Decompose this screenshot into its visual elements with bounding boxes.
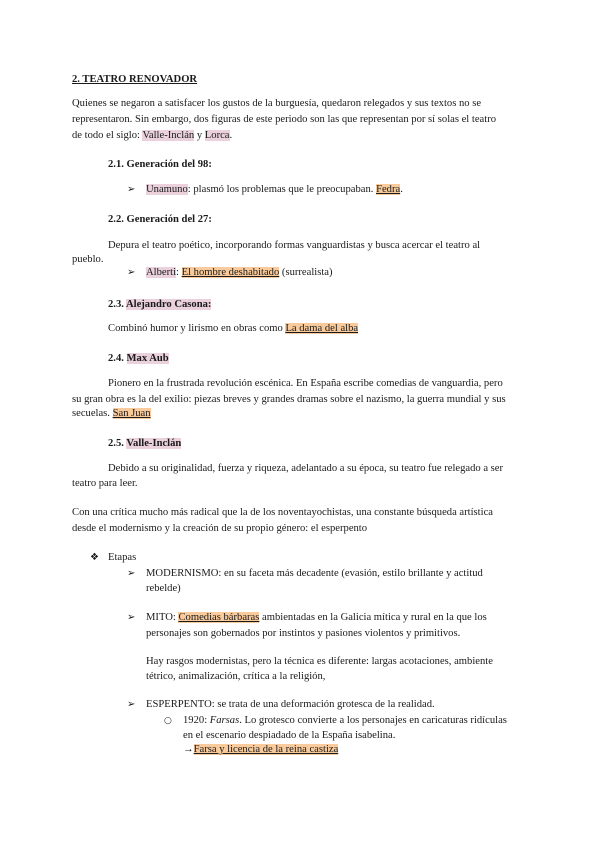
work-la-dama-del-alba: La dama del alba (285, 323, 359, 334)
farsas-year: 1920: (183, 715, 210, 726)
s24-line-3 (72, 406, 151, 422)
arrowhead-bullet-icon: ➢ (127, 568, 136, 579)
work-el-hombre-deshabitado: El hombre deshabitado (181, 267, 280, 278)
heading-2-4 (108, 351, 169, 367)
intro-line-3 (72, 128, 232, 144)
heading-2-3 (108, 297, 211, 313)
mito-label: MITO: (146, 612, 179, 623)
document-title: 2. TEATRO RENOVADOR (72, 74, 198, 85)
work-fedra: Fedra (376, 184, 401, 195)
arrowhead-bullet-icon: ➢ (127, 184, 136, 195)
work-san-juan: San Juan (112, 408, 151, 419)
intro-conj: y (194, 130, 205, 141)
s24-line-3-start: secuelas. (72, 408, 113, 419)
modernismo-line-2: rebelde) (146, 583, 181, 594)
work-farsa-y-licencia: Farsa y licencia de la reina castiza (193, 744, 339, 755)
s24-line-2: su gran obra es la del exilio: piezas breves y grandes dramas sobre el nazismo, la guerra mundial y sus (72, 394, 506, 405)
bullet-alberti-end: (surrealista) (279, 267, 333, 278)
heading-2-2: 2.2. Generación del 27: (108, 214, 212, 225)
mito-line-1 (146, 610, 487, 626)
arrowhead-bullet-icon: ➢ (127, 699, 136, 710)
s23-text (108, 321, 358, 337)
author-valle-inclan: Valle-Inclán (142, 130, 195, 141)
s25-para2-line-2: desde el modernismo y la creación de su propio género: el esperpento (72, 523, 368, 534)
intro-period: . (229, 130, 233, 141)
mito-line-2: personajes son gobernados por instintos y pasiones violentos y primitivos. (146, 628, 461, 639)
circle-bullet-icon: ○ (164, 716, 172, 726)
intro-line-2: representaron. Sin embargo, dos figuras de este periodo son las que representan por sí solas el teatro (72, 114, 497, 125)
author-valle-inclan-heading: Valle-Inclán (126, 438, 182, 449)
s25-line-1: Debido a su originalidad, fuerza y riqueza, adelantado a su época, su teatro fue relegado a ser (108, 463, 504, 474)
farsa-reina-line (183, 742, 338, 758)
work-comedias-barbaras: Comedias bárbaras (178, 612, 260, 623)
farsas-line-1-rest: . Lo grotesco convierte a los personajes en caricaturas ridículas (239, 715, 507, 726)
heading-2-5 (108, 436, 181, 452)
s24-line-1: Pionero en la frustrada revolución escénica. En España escribe comedias de vanguardia, pero (108, 378, 503, 389)
heading-2-4-number: 2.4. (108, 353, 127, 364)
heading-2-1: 2.1. Generación del 98: (108, 159, 212, 170)
intro-line-3-start: de todo el siglo: (72, 130, 143, 141)
bullet-unamuno (146, 182, 403, 198)
author-max-aub: Max Aub (126, 353, 169, 364)
farsas-line-2: en el escenario despiadado de la España isabelina. (183, 730, 396, 741)
s25-para2-line-1: Con una crítica mucho más radical que la de los noventayochistas, una constante búsqueda artística (72, 507, 493, 518)
arrowhead-bullet-icon: ➢ (127, 612, 136, 623)
mito-para-line-1: Hay rasgos modernistas, pero la técnica es diferente: largas acotaciones, ambiente (146, 656, 493, 667)
author-lorca: Lorca (204, 130, 230, 141)
bullet-unamuno-text: : plasmó los problemas que le preocupaban. (187, 184, 377, 195)
author-alejandro-casona: Alejandro Casona: (125, 299, 212, 310)
bullet-alberti-sep: : (176, 267, 182, 278)
s22-line-2: pueblo. (72, 254, 104, 265)
s23-text-start: Combinó humor y lirismo en obras como (108, 323, 286, 334)
s25-line-2: teatro para leer. (72, 478, 138, 489)
mito-line-1-rest: ambientadas en la Galicia mítica y rural en la que los (259, 612, 487, 623)
arrowhead-bullet-icon: ➢ (127, 267, 136, 278)
mito-para-line-2: tétrico, animalización, crítica a la religión, (146, 671, 326, 682)
intro-line-1: Quienes se negaron a satisfacer los gustos de la burguesía, quedaron relegados y sus textos no se (72, 98, 482, 109)
author-alberti: Alberti (146, 267, 177, 278)
farsas-title: Farsas (209, 715, 240, 726)
farsas-line-1 (183, 713, 507, 729)
author-unamuno: Unamuno (146, 184, 188, 195)
etapas-label: Etapas (108, 552, 137, 563)
heading-2-3-number: 2.3. (108, 299, 126, 310)
s22-line-1: Depura el teatro poético, incorporando formas vanguardistas y busca acercar el teatro al (108, 240, 481, 251)
heading-2-5-number: 2.5. (108, 438, 127, 449)
esperpento-line: ESPERPENTO: se trata de una deformación grotesca de la realidad. (146, 699, 435, 710)
bullet-unamuno-end: . (400, 184, 403, 195)
arrow-icon: → (183, 744, 194, 755)
modernismo-line-1: MODERNISMO: en su faceta más decadente (evasión, estilo brillante y actitud (146, 568, 483, 579)
diamond-bullet-icon: ❖ (90, 552, 99, 563)
bullet-alberti (146, 265, 333, 281)
